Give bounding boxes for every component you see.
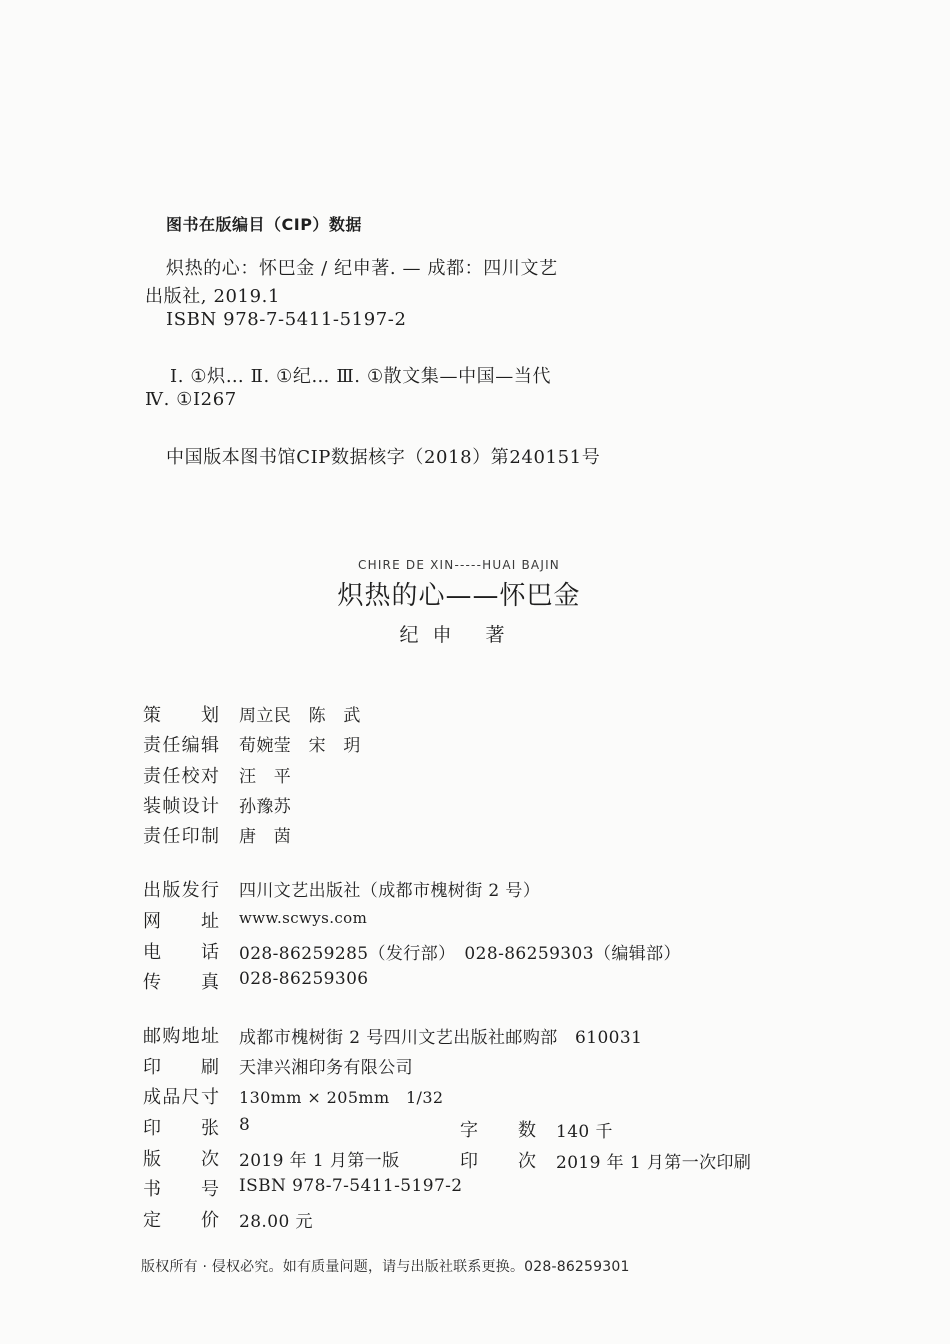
staff-value-design: 孙豫苏 xyxy=(239,797,292,817)
word-count-value: 140 千 xyxy=(556,1122,613,1142)
mail-order-label: 邮购地址 xyxy=(143,1026,219,1047)
edition-value: 2019 年 1 月第一版 xyxy=(239,1151,400,1171)
publisher-value: 四川文艺出版社（成都市槐树街 2 号） xyxy=(239,881,541,901)
title-pinyin: CHIRE DE XIN-----HUAI BAJIN xyxy=(358,558,560,572)
author-credit: 纪申 著 xyxy=(399,624,519,646)
cip-classification-number: Ⅳ. ①I267 xyxy=(145,389,237,410)
cip-heading: 图书在版编目（CIP）数据 xyxy=(166,215,362,234)
website-label: 网 址 xyxy=(143,911,219,932)
size-label: 成品尺寸 xyxy=(143,1087,219,1108)
sheets-value: 8 xyxy=(239,1115,251,1135)
phone-label: 电 话 xyxy=(143,942,219,963)
price-label: 定 价 xyxy=(143,1210,219,1231)
publisher-label: 出版发行 xyxy=(143,880,219,901)
book-title: 炽热的心——怀巴金 xyxy=(337,581,581,611)
staff-label-printing: 责任印制 xyxy=(143,826,219,847)
cip-title-line: 炽热的心：怀巴金 / 纪申著. — 成都：四川文艺 xyxy=(166,258,558,279)
cip-classification-line: Ⅰ. ①炽… Ⅱ. ①纪… Ⅲ. ①散文集—中国—当代 xyxy=(170,366,552,387)
printing-value: 2019 年 1 月第一次印刷 xyxy=(556,1153,752,1173)
staff-value-proofreader: 汪 平 xyxy=(239,767,292,787)
cip-isbn-line: ISBN 978-7-5411-5197-2 xyxy=(166,309,407,330)
website-link[interactable]: www.scwys.com xyxy=(239,909,368,927)
staff-label-proofreader: 责任校对 xyxy=(143,766,219,787)
mail-order-value: 成都市槐树街 2 号四川文艺出版社邮购部 610031 xyxy=(239,1028,643,1048)
printer-label: 印 刷 xyxy=(143,1057,219,1078)
cip-publisher-line: 出版社, 2019.1 xyxy=(145,286,281,307)
staff-label-design: 装帧设计 xyxy=(143,796,219,817)
staff-label-editor: 责任编辑 xyxy=(143,735,219,756)
price-value: 28.00 元 xyxy=(239,1212,313,1232)
staff-value-printing: 唐 茵 xyxy=(239,827,292,847)
phone-value: 028-86259285（发行部） 028-86259303（编辑部） xyxy=(239,944,681,964)
fax-value: 028-86259306 xyxy=(239,969,369,989)
isbn-label: 书 号 xyxy=(143,1179,219,1200)
printer-value: 天津兴湘印务有限公司 xyxy=(239,1058,413,1078)
copyright-notice: 版权所有 · 侵权必究。如有质量问题，请与出版社联系更换。028-86259301 xyxy=(141,1259,630,1275)
staff-label-planning: 策 划 xyxy=(143,705,219,726)
staff-value-planning: 周立民 陈 武 xyxy=(239,706,361,726)
staff-value-editor: 荀婉莹 宋 玥 xyxy=(239,736,361,756)
fax-label: 传 真 xyxy=(143,972,219,993)
word-count-label: 字 数 xyxy=(460,1120,536,1141)
sheets-label: 印 张 xyxy=(143,1118,219,1139)
isbn-value: ISBN 978-7-5411-5197-2 xyxy=(239,1176,463,1196)
edition-label: 版 次 xyxy=(143,1149,219,1170)
size-value: 130mm × 205mm 1/32 xyxy=(239,1088,444,1107)
cip-record-number: 中国版本图书馆CIP数据核字（2018）第240151号 xyxy=(166,447,601,468)
printing-label: 印 次 xyxy=(460,1151,536,1172)
